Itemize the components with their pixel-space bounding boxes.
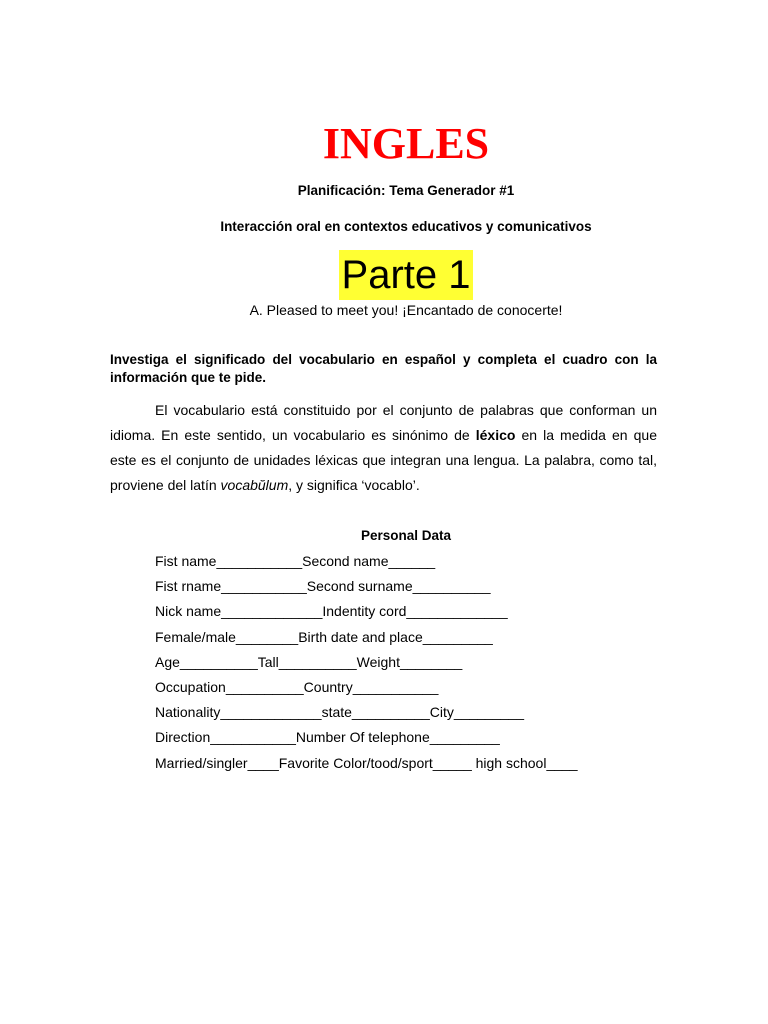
topic-subtitle: Interacción oral en contextos educativos y comunicativos [220,219,592,234]
personal-data-form [155,549,715,776]
form-line-occupation-country: Occupation__________Country___________ [155,679,439,696]
paragraph-text-1: El vocabulario está constituido por el conjunto de palabras que conforman un idioma. En este sentido, un vocabulario es sinónimo de [110,402,657,443]
greeting-line: A. Pleased to meet you! ¡Encantado de conocerte! [249,302,563,318]
personal-data-heading: Personal Data [360,528,452,543]
planning-subtitle: Planificación: Tema Generador #1 [297,183,515,198]
form-line-gender-birth: Female/male________Birth date and place_________ [155,628,493,645]
paragraph-italic-word: vocabŭlum [220,477,289,493]
part-heading-wrapper [0,250,768,300]
form-line-address-phone: Direction___________Number Of telephone_________ [155,729,500,746]
paragraph-text-2: en la medida en que este es el conjunto de unidades léxicas que integran una lengua. La palabra, como tal, proviene del latín [110,427,657,493]
vocabulary-paragraph [110,398,657,498]
form-line-age-height-weight: Age__________Tall__________Weight________ [155,653,463,670]
form-line-nickname: Nick name_____________Indentity cord_____________ [155,603,508,620]
document-title: INGLES [322,119,490,168]
form-line-names: Fist name___________Second name______ [155,553,436,569]
form-line-nationality-state-city: Nationality_____________state__________City_________ [155,704,524,721]
paragraph-text-3: , y significa ‘vocablo’. [288,477,420,493]
form-line-surnames: Fist rname___________Second surname__________ [155,578,491,595]
instruction-text: Investiga el significado del vocabulario en español y completa el cuadro con la información que te pide. [110,352,657,385]
paragraph-bold-word: léxico [475,427,516,443]
form-line-status-favorites-school: Married/singler____Favorite Color/tood/sport_____ high school____ [155,754,578,771]
part-heading: Parte 1 [339,250,474,300]
